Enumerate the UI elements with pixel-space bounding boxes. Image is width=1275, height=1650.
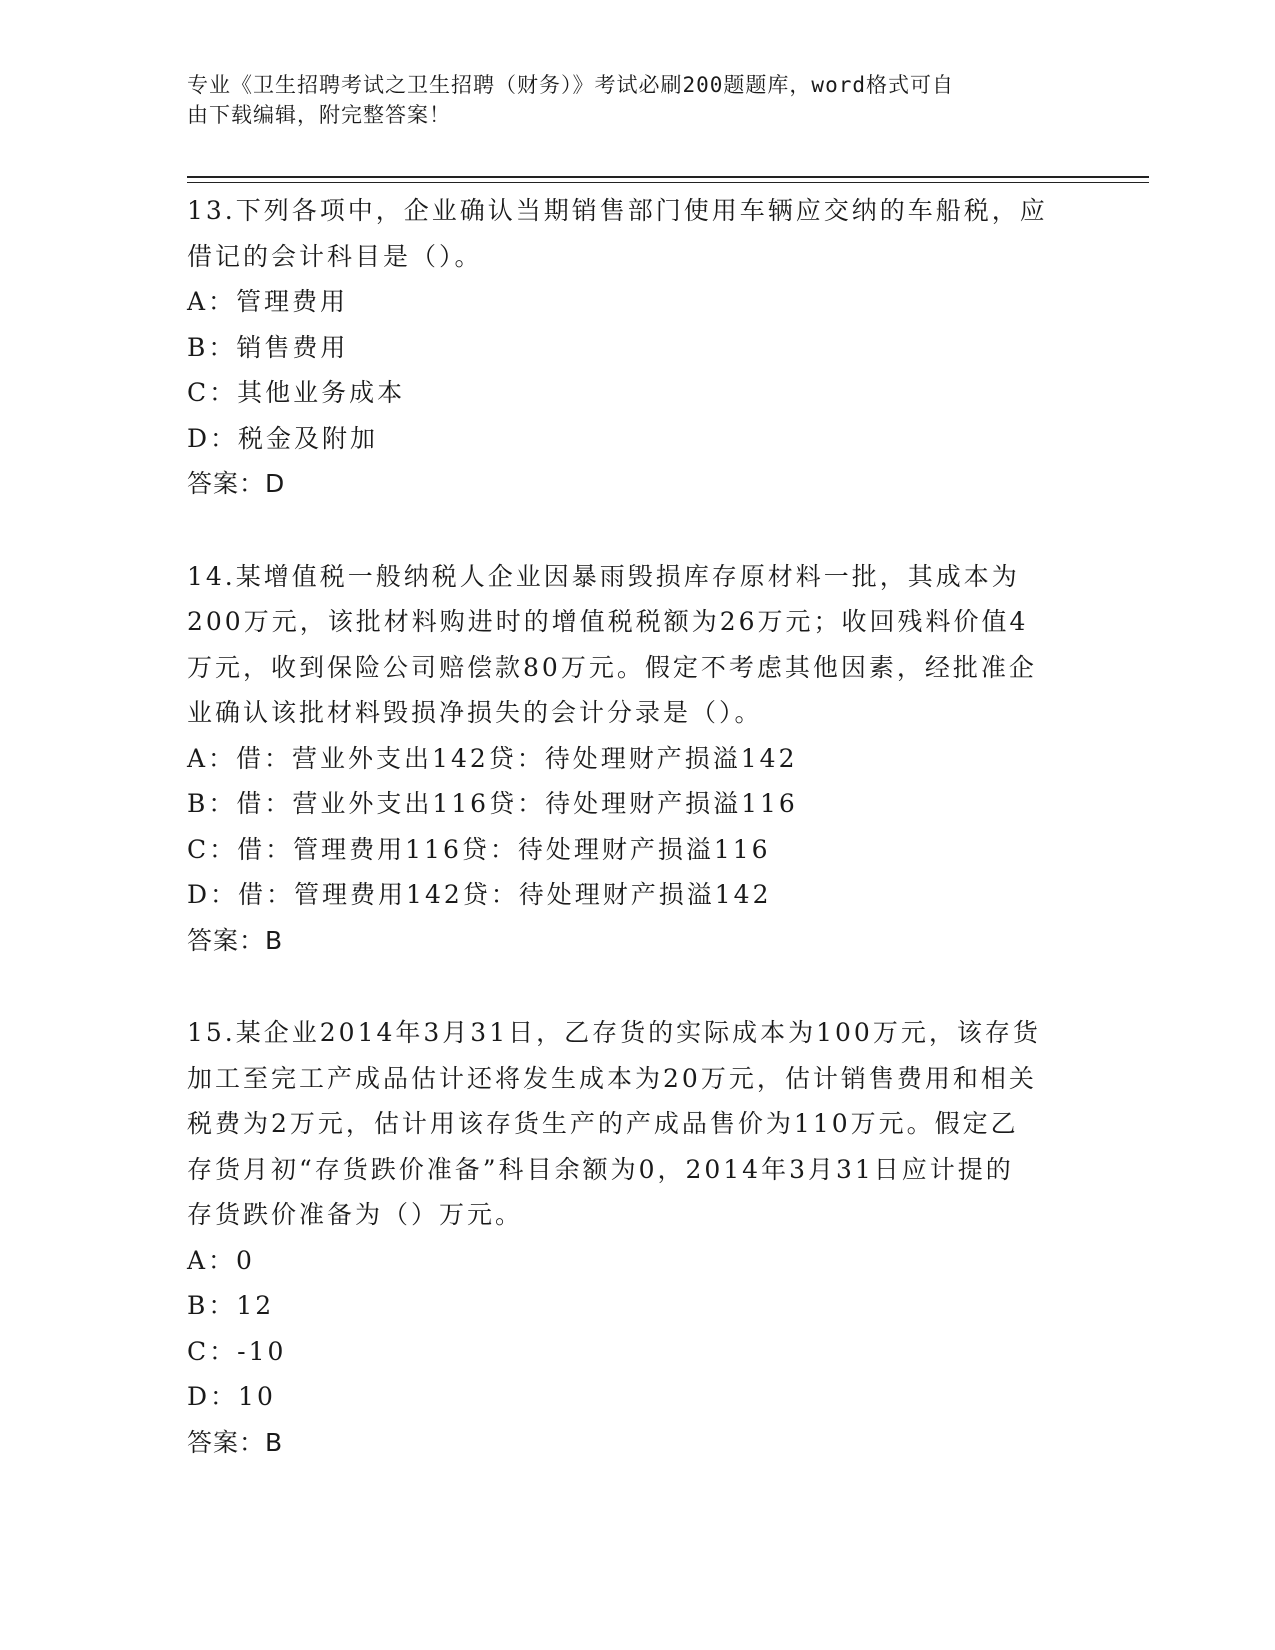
question-14 bbox=[187, 554, 1087, 964]
option-b: B：12 bbox=[187, 1291, 275, 1320]
question-stem-line: 业确认该批材料毁损净损失的会计分录是（）。 bbox=[187, 698, 763, 727]
question-stem-line: 借记的会计科目是（）。 bbox=[187, 241, 483, 271]
question-13 bbox=[187, 188, 1087, 507]
question-15 bbox=[187, 1010, 1087, 1465]
header-divider-thick bbox=[187, 176, 1149, 178]
question-list bbox=[187, 188, 1087, 1512]
option-c: C：-10 bbox=[187, 1336, 287, 1366]
question-stem-line: 万元，收到保险公司赔偿款80万元。假定不考虑其他因素，经批准企 bbox=[187, 652, 1037, 682]
question-stem-line: 200万元，该批材料购进时的增值税税额为26万元；收回残料价值4 bbox=[187, 607, 1029, 636]
option-c: C：借：管理费用116贷：待处理财产损溢116 bbox=[187, 834, 771, 864]
header-line: 专业《卫生招聘考试之卫生招聘（财务）》考试必刷200题题库，word格式可自 bbox=[187, 73, 954, 97]
option-b: B：借：营业外支出116贷：待处理财产损溢116 bbox=[187, 789, 798, 818]
question-stem-line: 14.某增值税一般纳税人企业因暴雨毁损库存原材料一批，其成本为 bbox=[187, 561, 1020, 591]
question-stem-line: 13.下列各项中，企业确认当期销售部门使用车辆应交纳的车船税，应 bbox=[187, 196, 1048, 225]
answer: 答案：B bbox=[187, 1427, 284, 1457]
option-a: A：0 bbox=[187, 1245, 255, 1275]
option-a: A：借：营业外支出142贷：待处理财产损溢142 bbox=[187, 743, 798, 773]
option-a: A：管理费用 bbox=[187, 287, 349, 316]
answer: 答案：B bbox=[187, 925, 284, 955]
option-c: C：其他业务成本 bbox=[187, 378, 406, 407]
question-stem-line: 存货跌价准备为（）万元。 bbox=[187, 1200, 524, 1229]
question-stem-line: 加工至完工产成品估计还将发生成本为20万元，估计销售费用和相关 bbox=[187, 1063, 1037, 1093]
header-line: 由下载编辑，附完整答案！ bbox=[187, 103, 451, 127]
document-header bbox=[187, 70, 1067, 130]
option-d: D：税金及附加 bbox=[187, 423, 379, 453]
option-d: D：借：管理费用142贷：待处理财产损溢142 bbox=[187, 880, 772, 909]
question-stem-line: 15.某企业2014年3月31日，乙存货的实际成本为100万元，该存货 bbox=[187, 1018, 1041, 1047]
header-divider-thin bbox=[187, 182, 1149, 183]
question-stem-line: 税费为2万元，估计用该存货生产的产成品售价为110万元。假定乙 bbox=[187, 1109, 1019, 1138]
option-b: B：销售费用 bbox=[187, 332, 349, 362]
answer: 答案：D bbox=[187, 469, 286, 498]
question-stem-line: 存货月初“存货跌价准备”科目余额为0，2014年3月31日应计提的 bbox=[187, 1154, 1014, 1184]
option-d: D：10 bbox=[187, 1382, 276, 1411]
